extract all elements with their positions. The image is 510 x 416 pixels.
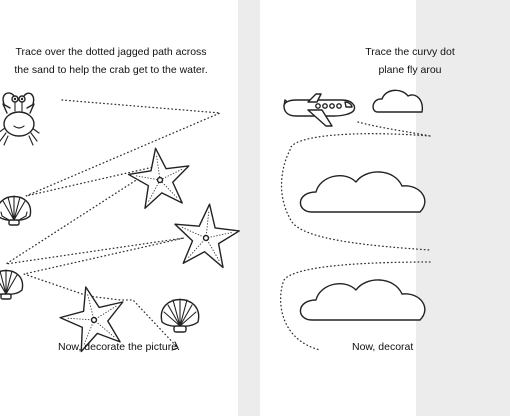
left-instruction-line-1: Trace over the dotted jagged path across bbox=[15, 46, 207, 58]
right-instruction-line-1: Trace the curvy dot bbox=[365, 46, 455, 58]
cloud-icon bbox=[373, 90, 422, 112]
left-artwork bbox=[0, 0, 238, 416]
cloud-icon bbox=[300, 172, 424, 212]
left-instruction-line-2: the sand to help the crab get to the water. bbox=[14, 64, 208, 76]
left-footer: Now, decorate the picture. bbox=[58, 341, 180, 353]
right-page bbox=[260, 0, 455, 416]
crab-icon bbox=[0, 93, 39, 145]
seashell-icon bbox=[0, 196, 31, 225]
starfish-icon bbox=[171, 201, 242, 269]
right-footer: Now, decorat bbox=[352, 341, 414, 353]
seashell-icon bbox=[161, 299, 198, 332]
airplane-icon bbox=[284, 94, 355, 126]
cloud-icon bbox=[300, 280, 424, 320]
starfish-icon bbox=[125, 144, 193, 210]
left-page bbox=[0, 0, 238, 416]
seashell-icon bbox=[0, 270, 23, 299]
right-instruction-line-2: plane fly arou bbox=[378, 64, 442, 76]
right-artwork bbox=[260, 0, 416, 416]
